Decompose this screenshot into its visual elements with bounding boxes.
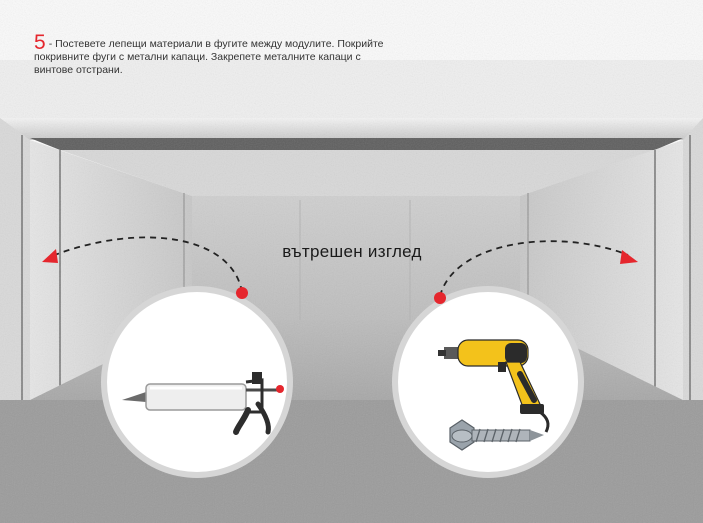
tools-circle [392,286,584,478]
caulking-gun-circle [101,286,293,478]
right-circle-marker [434,292,446,304]
left-circle-marker [236,287,248,299]
step-text: - Постевете лепещи материали в фугите между модулите. Покрийте покривните фуги с метални капаци. Закрепете металните капаци с винтове отстрани. [34,38,384,76]
step-number: 5 [34,31,46,54]
interior-view-label: вътрешен изглед [282,242,422,261]
step-instruction [34,31,394,77]
